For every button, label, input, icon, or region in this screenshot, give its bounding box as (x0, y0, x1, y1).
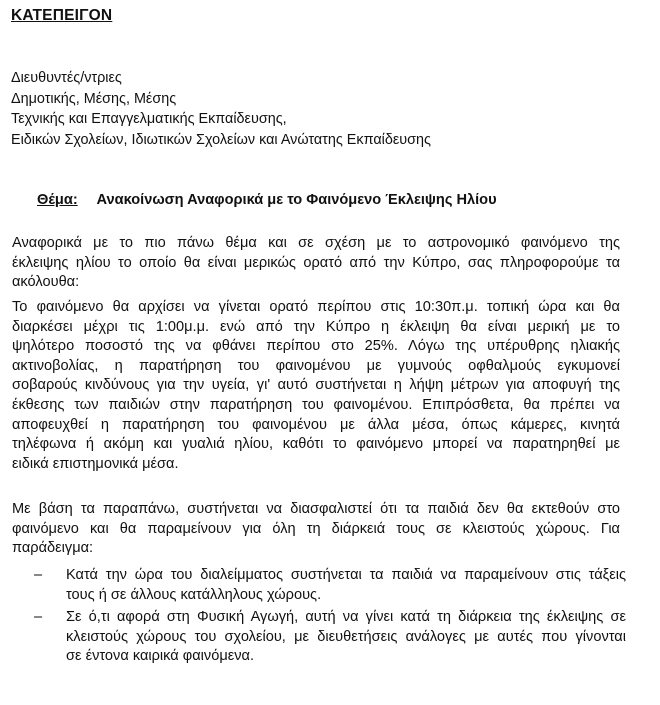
paragraph-line: ειδικά επιστημονικά μέσα. (12, 455, 179, 472)
subject-label: Θέμα: (37, 192, 78, 208)
paragraph-line: σοβαρούς κινδύνους για την υγεία, γι' αυτό συστήνεται η λήψη μέτρων για αποφυγή της (12, 377, 620, 394)
paragraph-line: παράδειγμα: (12, 540, 94, 557)
paragraph-recommendation (12, 500, 620, 559)
bullet-line: τους ή σε άλλους κατάλληλους χώρους. (66, 586, 322, 603)
recipient-line: Τεχνικής και Επαγγελματικής Εκπαίδευσης, (11, 111, 287, 127)
paragraph-line: τηλέφωνα ή ακόμη και γυαλιά ηλίου, καθότι το φαινόμενο μπορεί να παρατηρηθεί με (12, 436, 620, 453)
subject-text: Ανακοίνωση Αναφορικά με το Φαινόμενο Έκλειψης Ηλίου (96, 192, 497, 208)
recipients-block (11, 68, 431, 150)
paragraph-line: αποφευχθεί η παρατήρηση του φαινομένου με άλλα μέσα, όπως κάμερες, κινητά (12, 416, 620, 433)
paragraph-line: ακόλουθα: (12, 274, 80, 291)
bullet-list (34, 566, 626, 670)
recipient-line: Διευθυντές/ντριες (11, 70, 122, 86)
recipient-line: Δημοτικής, Μέσης, Μέσης (11, 90, 177, 107)
subject-line (37, 192, 497, 208)
paragraph-line: ψηλότερο ποσοστό της να φθάνει περίπου στο 25%. Λόγω της υπέρυθρης ηλιακής (12, 338, 620, 355)
paragraph-line: έκθεσης των παιδιών στην παρατήρηση του φαινομένου. Επιπρόσθετα, θα πρέπει να (12, 396, 620, 413)
paragraph-line: έκλειψης ηλίου το οποίο θα είναι μερικώς ορατό από την Κύπρο, σας πληροφορούμε τα (12, 254, 620, 271)
paragraph-line: ακτινοβολίας, η παρατήρηση του φαινομένου με γυμνούς οφθαλμούς εγκυμονεί (12, 357, 620, 374)
paragraph-line: διαρκέσει μέχρι τις 1:00μ.μ. ενώ από την Κύπρο η έκλειψη θα είναι μερική με το (12, 318, 620, 335)
bullet-line: Κατά την ώρα του διαλείμματος συστήνεται τα παιδιά να παραμείνουν στις τάξεις (66, 567, 626, 583)
bullet-line: σε έντονα καιρικά φαινόμενα. (66, 648, 255, 665)
paragraph-details (12, 298, 620, 474)
dash-icon: – (34, 567, 43, 583)
dash-icon: – (34, 609, 43, 626)
bullet-line: Σε ό,τι αφορά στη Φυσική Αγωγή, αυτή να γίνει κατά τη διάρκεια της έκλειψης σε (66, 609, 626, 626)
urgent-heading: ΚΑΤΕΠΕΙΓΟΝ (11, 7, 113, 24)
bullet-item (34, 566, 626, 605)
bullet-line: κλειστούς χώρους του σχολείου, με διευθετήσεις ανάλογες με αυτές που γίνονται (66, 628, 626, 645)
paragraph-line: Το φαινόμενο θα αρχίσει να γίνεται ορατό περίπου στις 10:30π.μ. τοπική ώρα και θα (12, 299, 620, 315)
paragraph-line: Με βάση τα παραπάνω, συστήνεται να διασφαλιστεί ότι τα παιδιά δεν θα εκτεθούν στο (12, 501, 620, 517)
paragraph-intro (12, 234, 620, 293)
paragraph-line: Αναφορικά με το πιο πάνω θέμα και σε σχέση με το αστρονομικό φαινόμενο της (12, 235, 620, 251)
bullet-item (34, 608, 626, 667)
paragraph-line: φαινόμενο και θα παραμείνουν για όλη τη διάρκειά τους σε κλειστούς χώρους. Για (12, 520, 620, 537)
recipient-line: Ειδικών Σχολείων, Ιδιωτικών Σχολείων και Ανώτατης Εκπαίδευσης (11, 131, 431, 148)
